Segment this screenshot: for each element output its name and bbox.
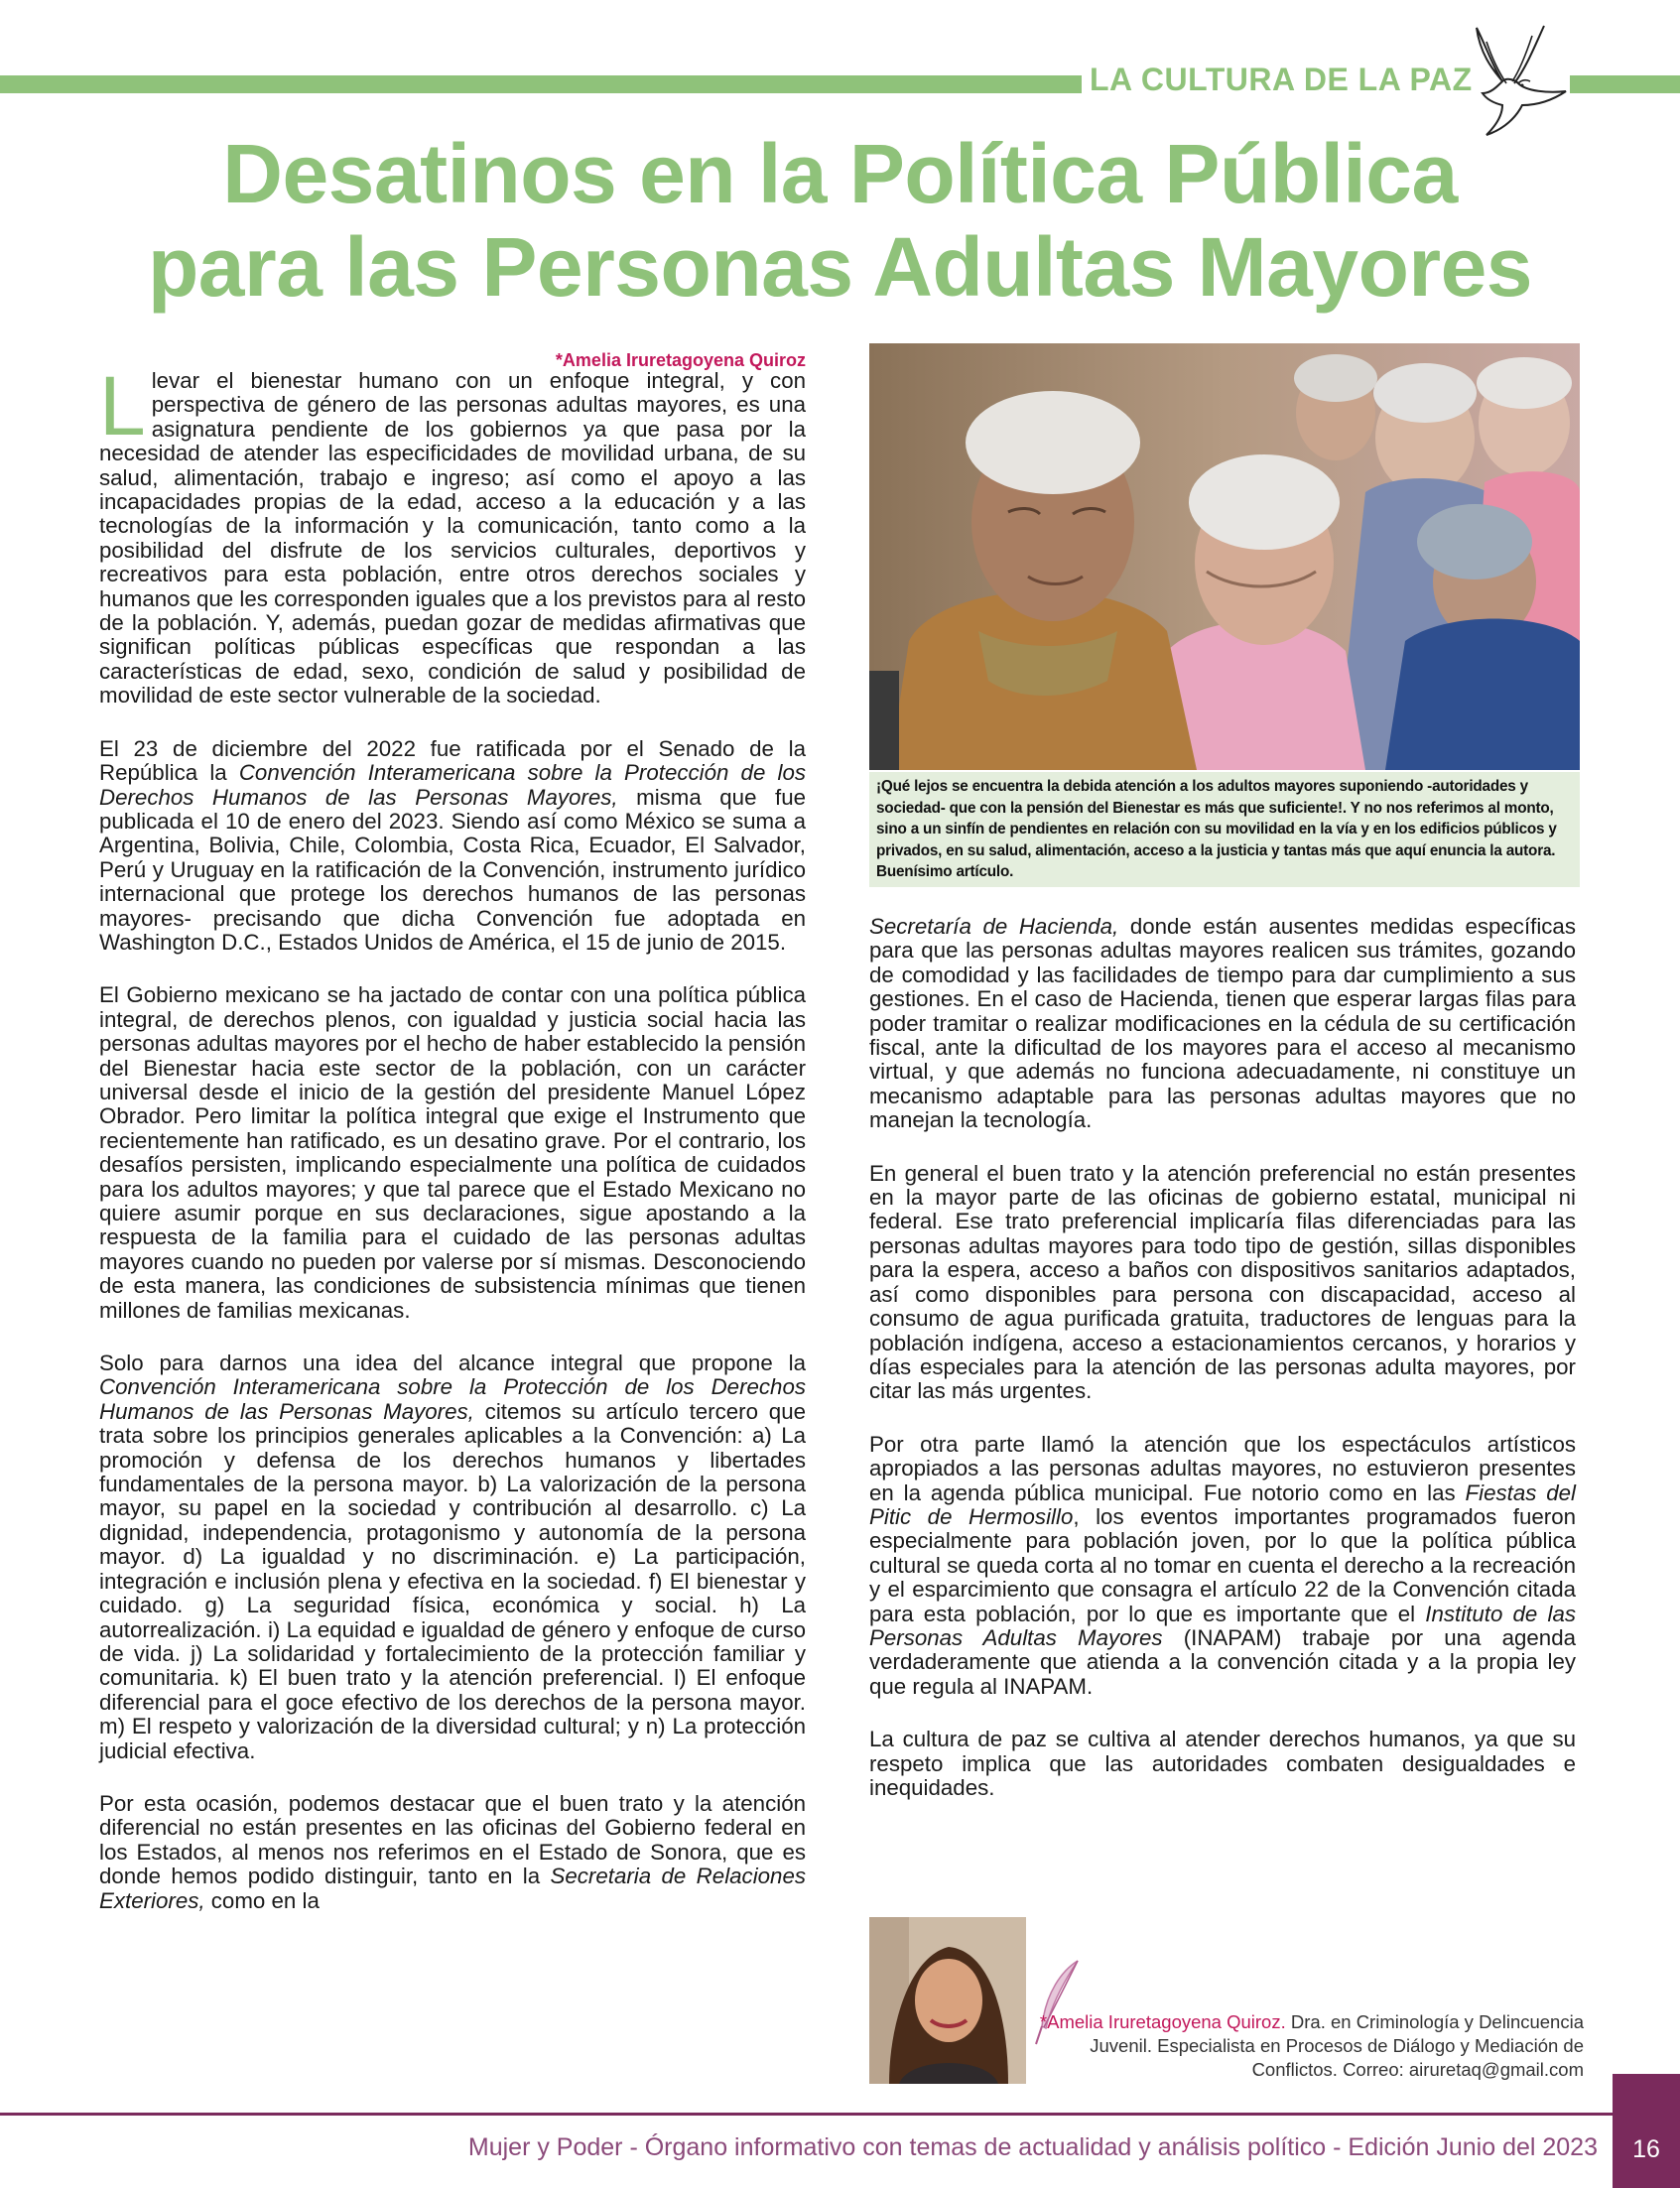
footer-text: Mujer y Poder - Órgano informativo con temas de actualidad y análisis político - Edición Junio del 2023 (467, 2133, 1598, 2161)
right-column (869, 915, 1576, 1829)
drop-cap: L (99, 359, 146, 452)
paragraph-4 (99, 1351, 806, 1763)
dove-icon (1457, 22, 1572, 139)
event-name: Fiestas del Pitic de Hermosillo (869, 1480, 1576, 1529)
title-line-2: para las Personas Adultas Mayores (147, 220, 1532, 314)
elderly-women-photo (869, 343, 1580, 770)
paragraph-8-text-a: Por otra parte llamó la atención que los espectáculos artísticos apropiados a las personas adultas mayores, no estuvieron presentes en la agenda pública municipal. Fue notorio como en las (869, 1431, 1576, 1505)
footer-rule (0, 2113, 1613, 2116)
paragraph-8-text-c: (INAPAM) trabaje por una agenda verdaderamente que atienda a la convención citada y a la propia ley que regula al INAPAM. (869, 1624, 1576, 1699)
paragraph-5 (99, 1792, 806, 1913)
left-column (99, 349, 806, 1942)
page-number-box (1613, 2074, 1680, 2188)
paragraph-5-text-a: Por esta ocasión, podemos destacar que el buen trato y la atención diferencial no están presentes en las oficinas del Gobierno federal en los Estados, al menos nos referimos en el Estado de Sonora, que es donde hemos podido distinguir, tanto en la (99, 1790, 806, 1889)
author-bio (1038, 2010, 1584, 2082)
paragraph-2-text-b: misma que fue publicada el 10 de enero del 2023. Siendo así como México se suma a Argentina, Bolivia, Chile, Colombia, Costa Rica, Ecuador, El Salvador, Perú y Uruguay en la ratificación de la Convención, instrumento jurídico internacional que protege los derechos humanos de las personas mayores- precisando que dicha Convención fue adoptada en Washington D.C., Estados Unidos de América, el 15 de junio de 2015. (99, 784, 806, 955)
paragraph-2-text-a: El 23 de diciembre del 2022 fue ratificada por el Senado de la República la (99, 735, 806, 786)
convention-title: Convención Interamericana sobre la Protección de los Derechos Humanos de las Personas Mayores, (99, 760, 807, 810)
paragraph-6-text: donde están ausentes medidas específicas para que las personas adultas mayores realicen sus trámites, gozando de comodidad y las facilidades de tiempo para dar cumplimiento a sus gestiones. En el caso de Hacienda, tienen que esperar largas filas para poder tramitar o realizar modificaciones en la cédula de su certificación fiscal, ante la dificultad de los mayores para el acceso al mecanismo virtual, y que además no funciona adecuadamente, ni constituye un mecanismo adaptable para las personas adultas mayores que no manejan la tecnología. (869, 914, 1576, 1133)
paragraph-6 (869, 915, 1576, 1133)
bio-text: Dra. en Criminología y Delincuencia Juvenil. Especialista en Procesos de Diálogo y Mediación de Conflictos. Correo: airuretaq@gmail.com (1090, 2011, 1584, 2080)
paragraph-2 (99, 737, 806, 956)
paragraph-3: El Gobierno mexicano se ha jactado de contar con una política pública integral, de derechos plenos, con igualdad y justicia social hacia las personas adultas mayores por el hecho de haber establecido la pensión del Bienestar hacia este sector de la población, con un carácter universal desde el inicio de la gestión del presidente Manuel López Obrador. Pero limitar la política integral que exige el Instrumento que recientemente han ratificado, es un desatino grave. Por el contrario, los desafíos persisten, implicando especialmente una política de cuidados para los adultos mayores; y que tal parece que el Estado Mexicano no quiere asumir porque en sus declaraciones, sigue apostando a la respuesta de la familia para el cuidado de las personas adultas mayores cuando no pueden por valerse por sí mismas. Desconociendo de esta manera, las condiciones de subsistencia mínimas que tienen millones de familias mexicanas. (99, 982, 806, 1323)
paragraph-4-text-b: citemos su artículo tercero que trata sobre los principios generales aplicables a la Convención: a) La promoción y defensa de los derechos humanos y libertades fundamentales de la persona mayor. b) La valorización de la persona mayor, su papel en la sociedad y contribución al desarrollo. c) La dignidad, independencia, protagonismo y autonomía de la persona mayor. d) La igualdad y no discriminación. e) La participación, integración e inclusión plena y efectiva en la sociedad. f) El bienestar y cuidado. g) La seguridad física, económica y social. h) La autorrealización. i) La equidad e igualdad de género y enfoque de curso de vida. j) La solidaridad y fortalecimiento de la protección familiar y comunitaria. k) El buen trato y la atención preferencial. l) El enfoque diferencial para el goce efectivo de los derechos de la persona mayor. m) El respeto y valorización de la diversidad cultural; y n) La protección judicial efectiva. (99, 1398, 806, 1763)
paragraph-5-text-b: como en la (204, 1887, 320, 1913)
title-line-1: Desatinos en la Política Pública (222, 127, 1458, 220)
bio-name: *Amelia Iruretagoyena Quiroz. (1039, 2011, 1286, 2032)
section-label: LA CULTURA DE LA PAZ (1090, 62, 1473, 97)
paragraph-8-text-b: , los eventos importantes programados fueron especialmente para población joven, por lo que la política pública cultural se queda corta al no tomar en cuenta el derecho a la recreación y el esparcimiento que consagra el artículo 22 de la Convención citada para esta población, por lo que es importante que el (869, 1503, 1576, 1626)
paragraph-7: En general el buen trato y la atención preferencial no están presentes en la mayor parte de las oficinas de gobierno estatal, municipal ni federal. Ese trato preferencial implicaría filas diferenciadas para las personas adultas mayores para todo tipo de gestión, sillas disponibles para la espera, acceso a baños con dispositivos sanitarios adaptados, así como disponibles para persona con discapacidad, acceso al consumo de agua purificada gratuita, traductores de lenguas para la población indígena, acceso a estacionamientos cercanos, y horarios y días especiales para la atención de las personas adulta mayores, por citar las más urgentes. (869, 1160, 1576, 1404)
institute-name: Instituto de las Personas Adultas Mayores (869, 1601, 1576, 1650)
photo-caption: ¡Qué lejos se encuentra la debida atención a los adultos mayores suponiendo -autoridades y sociedad- que con la pensión del Bienestar es más que suficiente!. Y no nos referimos al monto, sino a un sinfín de pendientes en relación con su movilidad en la vía y en los edificios públicos y privados, en su salud, alimentación, acceso a la justicia y tantas más que aquí enuncia la autora. Buenísimo artículo. (869, 772, 1580, 887)
agency-name: Secretaría de Hacienda, (869, 914, 1119, 939)
header-bar-left (0, 75, 1082, 93)
header-bar-right (1570, 75, 1680, 93)
convention-title: Convención Interamericana sobre la Protección de los Derechos Humanos de las Personas Mayores, (99, 1374, 806, 1424)
paragraph-8 (869, 1433, 1576, 1699)
page-number: 16 (1632, 2135, 1660, 2163)
paragraph-9: La cultura de paz se cultiva al atender derechos humanos, ya que su respeto implica que las autoridades combaten desigualdades e inequidades. (869, 1727, 1576, 1800)
paragraph-1-text: levar el bienestar humano con un enfoque integral, y con perspectiva de género de las personas adultas mayores, es una asignatura pendiente de los gobiernos ya que pasa por la necesidad de atender las especificidades de movilidad urbana, de su salud, alimentación, trabajo e ingreso; así como el apoyo a las incapacidades propias de la edad, acceso a la educación y a las tecnologías de la información y la comunicación, tanto como a la posibilidad del disfrute de los servicios culturales, deportivos y recreativos para esta población, entre otros derechos sociales y humanos que les corresponden iguales que a los previstos para al resto de la población. Y, además, puedan gozar de medidas afirmativas que significan políticas públicas específicas que respondan a las características de edad, sexo, condición de salud y posibilidad de movilidad de este sector vulnerable de la sociedad. (99, 368, 806, 708)
author-byline: *Amelia Iruretagoyena Quiroz (555, 350, 806, 370)
agency-name: Secretaria de Relaciones Exteriores, (99, 1864, 806, 1913)
article-title (0, 127, 1680, 314)
paragraph-4-text-a: Solo para darnos una idea del alcance integral que propone la (99, 1351, 806, 1376)
author-photo (869, 1917, 1026, 2084)
